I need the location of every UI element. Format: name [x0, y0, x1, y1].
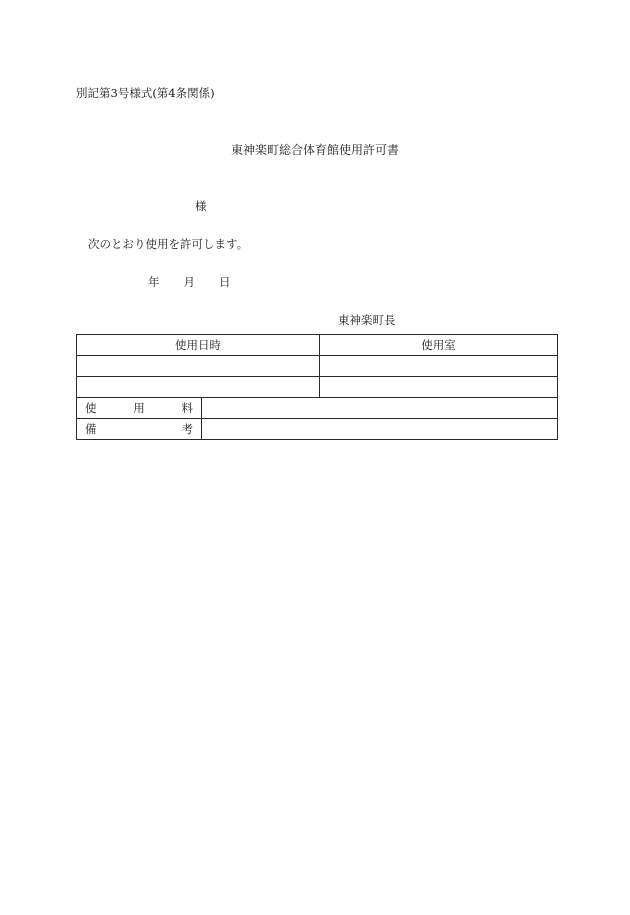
issuer-name: 東神楽町長 — [338, 313, 396, 327]
fee-label: 使 用 料 — [77, 398, 202, 419]
permission-statement: 次のとおり使用を許可します。 — [88, 237, 249, 251]
table-row — [77, 356, 558, 377]
room-cell[interactable] — [320, 377, 558, 398]
year-label: 年 — [148, 275, 160, 289]
day-label: 日 — [219, 275, 231, 289]
header-datetime: 使用日時 — [77, 335, 320, 356]
recipient-honorific: 様 — [195, 199, 207, 213]
remarks-row — [77, 419, 558, 440]
fee-row — [77, 398, 558, 419]
datetime-cell[interactable] — [77, 377, 320, 398]
table-row — [77, 377, 558, 398]
form-reference: 別記第3号様式(第4条関係) — [76, 86, 215, 100]
fee-value-cell[interactable] — [202, 398, 558, 419]
header-room: 使用室 — [320, 335, 558, 356]
month-label: 月 — [183, 275, 195, 289]
remarks-value-cell[interactable] — [202, 419, 558, 440]
table-header-row — [77, 335, 558, 356]
document-title: 東神楽町総合体育館使用許可書 — [230, 143, 399, 157]
usage-table — [76, 334, 558, 440]
date-line — [148, 274, 231, 290]
room-cell[interactable] — [320, 356, 558, 377]
datetime-cell[interactable] — [77, 356, 320, 377]
remarks-label: 備 考 — [77, 419, 202, 440]
